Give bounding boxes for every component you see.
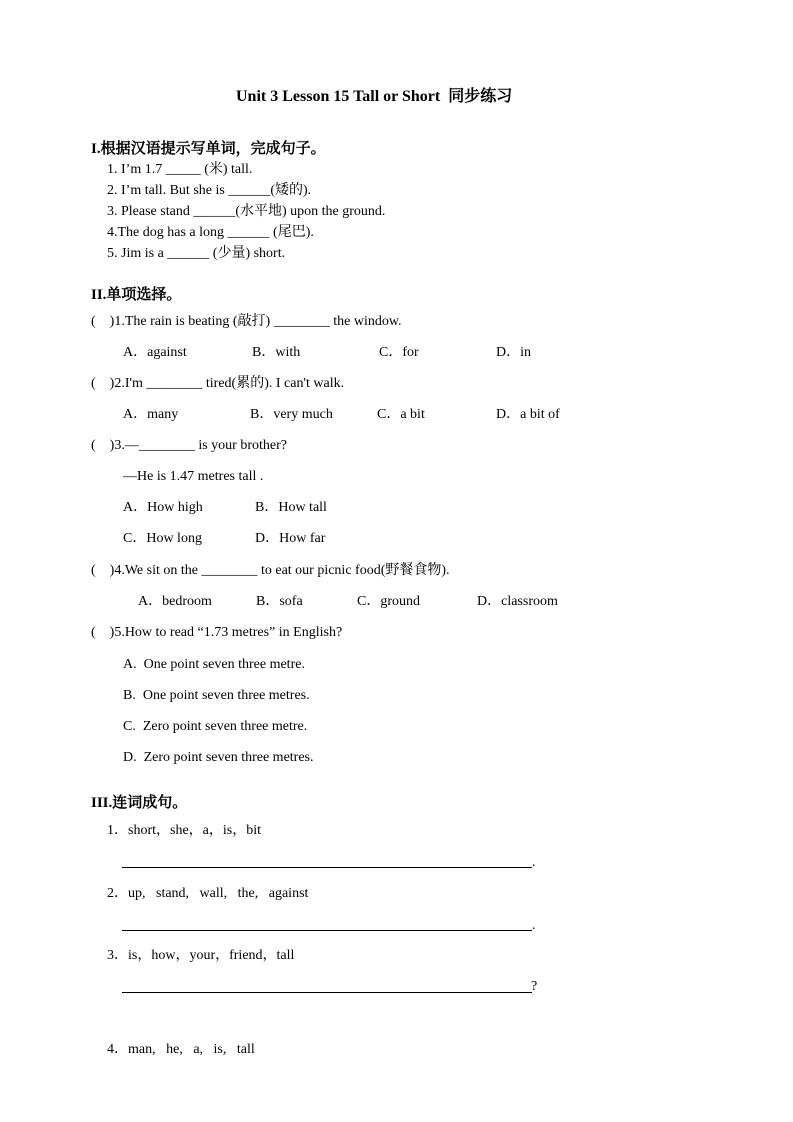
q4-option-c: C．ground bbox=[357, 594, 420, 609]
q4-stem: ( )4.We sit on the ________ to eat our picnic food(野餐食物). bbox=[91, 563, 450, 578]
s3-item-2-words: 2．up, stand, wall, the, against bbox=[107, 886, 309, 901]
q1-option-a: A．against bbox=[123, 345, 187, 360]
section-1-item-3: 3. Please stand ______(水平地) upon the ground. bbox=[107, 204, 386, 219]
q3-option-d: D．How far bbox=[255, 531, 326, 546]
q1-option-d: D．in bbox=[496, 345, 531, 360]
s3-item-1-answer-line bbox=[122, 867, 532, 868]
section-1-item-4: 4.The dog has a long ______ (尾巴). bbox=[107, 225, 314, 240]
q3-option-c: C．How long bbox=[123, 531, 202, 546]
section-3-heading: III.连词成句。 bbox=[91, 795, 188, 811]
section-1-heading: I.根据汉语提示写单词，完成句子。 bbox=[91, 141, 326, 157]
q1-option-c: C．for bbox=[379, 345, 419, 360]
s3-item-3-words: 3．is，how，your，friend，tall bbox=[107, 948, 295, 963]
q3-stem: ( )3.—________ is your brother? bbox=[91, 438, 287, 453]
q2-option-c: C．a bit bbox=[377, 407, 425, 422]
q2-option-b: B．very much bbox=[250, 407, 333, 422]
q2-option-d: D．a bit of bbox=[496, 407, 560, 422]
q2-stem: ( )2.I'm ________ tired(累的). I can't walk. bbox=[91, 376, 345, 391]
q5-stem: ( )5.How to read “1.73 metres” in English? bbox=[91, 625, 343, 640]
q4-option-d: D．classroom bbox=[477, 594, 558, 609]
q4-option-b: B．sofa bbox=[256, 594, 303, 609]
q5-option-d: D. Zero point seven three metres. bbox=[123, 750, 314, 765]
section-1-item-5: 5. Jim is a ______ (少量) short. bbox=[107, 246, 286, 261]
section-1-item-2: 2. I’m tall. But she is ______(矮的). bbox=[107, 183, 312, 198]
s3-item-1-end: . bbox=[532, 855, 536, 870]
s3-item-2-answer-line bbox=[122, 930, 532, 931]
q5-option-c: C. Zero point seven three metre. bbox=[123, 719, 308, 734]
s3-item-1-words: 1．short，she，a，is，bit bbox=[107, 823, 261, 838]
section-1-item-1: 1. I’m 1.7 _____ (米) tall. bbox=[107, 162, 253, 177]
s3-item-3-end: ? bbox=[531, 979, 538, 994]
q3-option-b: B．How tall bbox=[255, 500, 327, 515]
page-title: Unit 3 Lesson 15 Tall or Short 同步练习 bbox=[236, 88, 513, 105]
s3-item-2-end: . bbox=[532, 918, 536, 933]
q3-option-a: A．How high bbox=[123, 500, 203, 515]
s3-item-3-answer-line bbox=[122, 992, 532, 993]
q2-option-a: A．many bbox=[123, 407, 179, 422]
q4-option-a: A．bedroom bbox=[138, 594, 212, 609]
q5-option-a: A. One point seven three metre. bbox=[123, 657, 305, 672]
q1-option-b: B．with bbox=[252, 345, 301, 360]
s3-item-4-words: 4．man, he, a, is, tall bbox=[107, 1042, 255, 1057]
section-2-heading: II.单项选择。 bbox=[91, 287, 182, 303]
q5-option-b: B. One point seven three metres. bbox=[123, 688, 310, 703]
q3-answer-line: —He is 1.47 metres tall . bbox=[123, 469, 264, 484]
q1-stem: ( )1.The rain is beating (敲打) ________ the window. bbox=[91, 314, 402, 329]
